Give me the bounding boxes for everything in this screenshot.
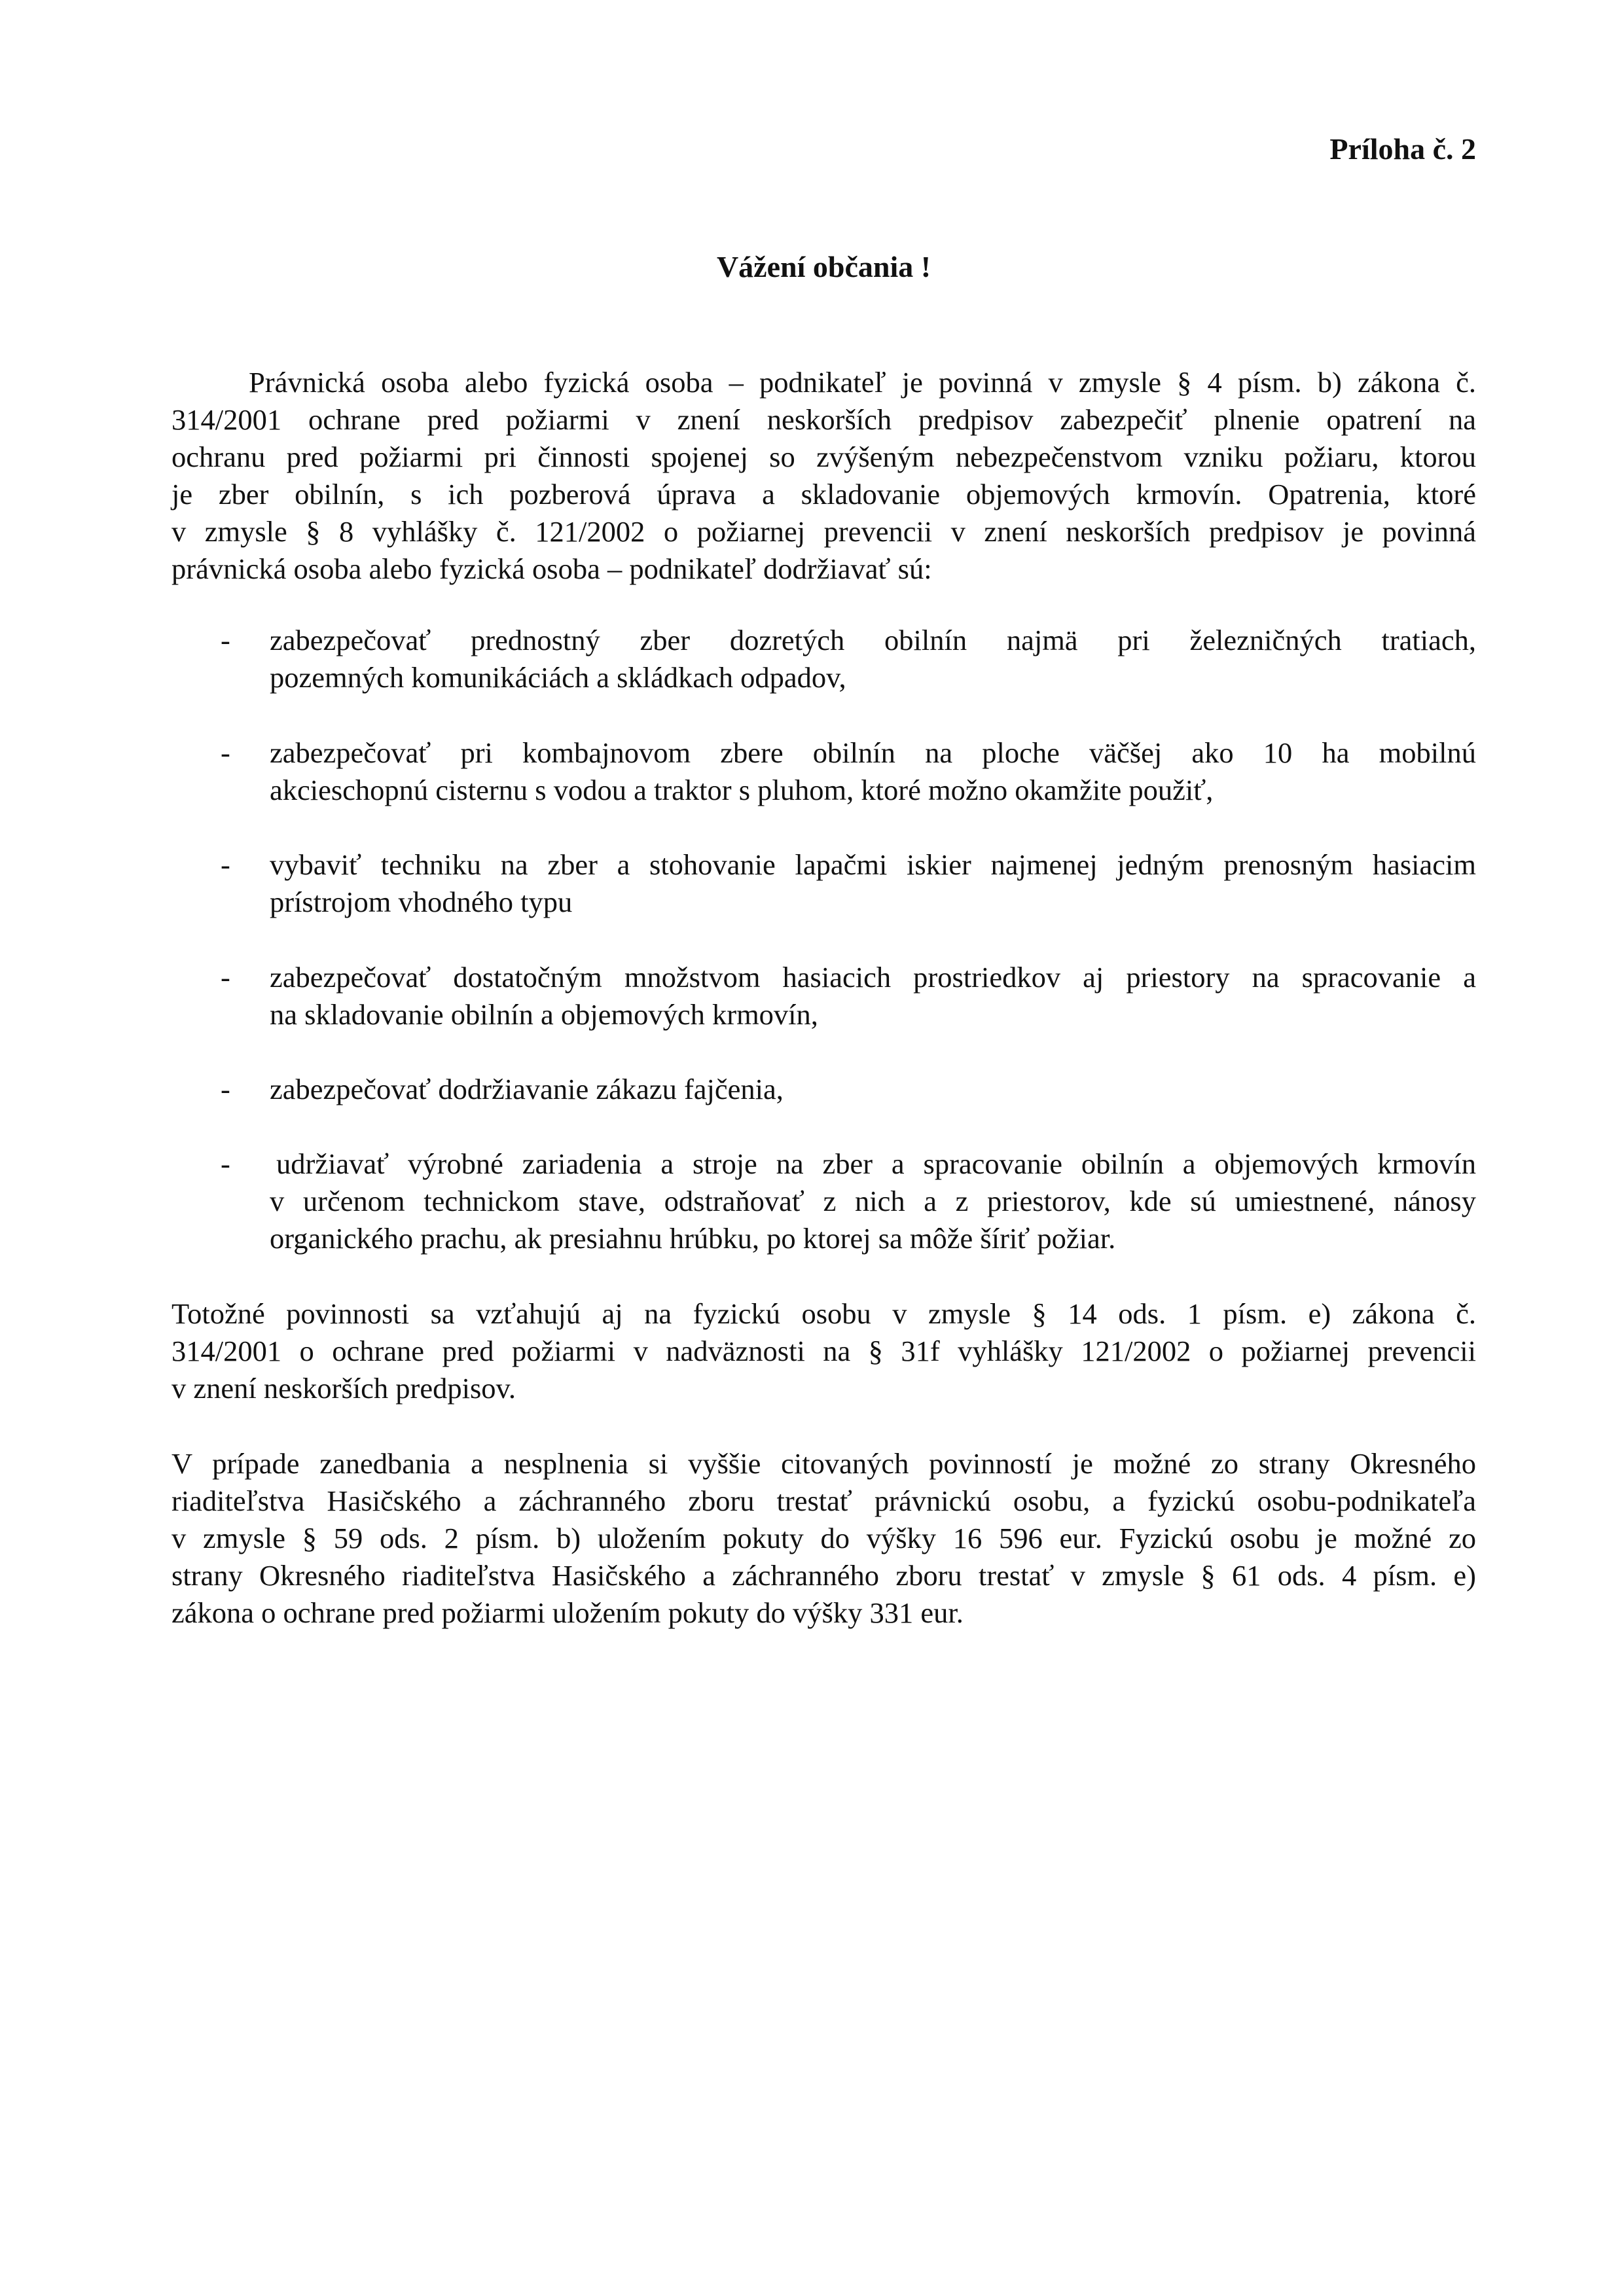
list-item-line: zabezpečovať prednostný zber dozretých obilnín najmä pri železničných tratiach, [270,624,1476,656]
paragraph-line: zákona o ochrane pred požiarmi uložením pokuty do výšky 331 eur. [171,1596,964,1629]
bullet-dash: - [221,961,230,994]
bullet-dash: - [221,848,230,881]
penalties-paragraph [171,1445,1476,1632]
list-item-line: zabezpečovať dostatočným množstvom hasiacich prostriedkov aj priestory na spracovanie a [270,961,1476,994]
annex-label: Príloha č. 2 [1329,132,1476,166]
list-item-line: prístrojom vhodného typu [270,886,573,918]
paragraph-line: v znení neskorších predpisov. [171,1372,516,1405]
intro-paragraph [171,364,1476,588]
document-page [171,0,1476,2296]
salutation-heading: Vážení občania ! [716,250,931,283]
list-item-line: udržiavať výrobné zariadenia a stroje na zber a spracovanie obilnín a objemových krmovín [276,1147,1476,1180]
intro-line: je zber obilnín, s ich pozberová úprava a skladovanie objemových krmovín. Opatrenia, ktoré [171,478,1476,511]
list-item-line: pozemných komunikáciách a skládkach odpadov, [270,661,846,694]
paragraph-line: 314/2001 o ochrane pred požiarmi v nadväznosti na § 31f vyhlášky 121/2002 o požiarnej prevencii [171,1335,1476,1367]
list-item-line: zabezpečovať pri kombajnovom zbere obilnín na ploche väčšej ako 10 ha mobilnú [270,736,1476,769]
intro-line: Právnická osoba alebo fyzická osoba – podnikateľ je povinná v zmysle § 4 písm. b) zákona č. [249,366,1476,399]
list-item-line: v určenom technickom stave, odstraňovať z nich a z priestorov, kde sú umiestnené, nánosy [270,1185,1476,1217]
paragraph-line: v zmysle § 59 ods. 2 písm. b) uložením pokuty do výšky 16 596 eur. Fyzickú osobu je možné zo [171,1522,1476,1554]
paragraph-line: riaditeľstva Hasičského a záchranného zboru trestať právnickú osobu, a fyzickú osobu-podnikateľa [171,1484,1476,1517]
intro-line: 314/2001 ochrane pred požiarmi v znení neskorších predpisov zabezpečiť plnenie opatrení na [171,403,1476,436]
paragraph-line: Totožné povinnosti sa vzťahujú aj na fyzickú osobu v zmysle § 14 ods. 1 písm. e) zákona č. [171,1297,1476,1330]
paragraph-line: V prípade zanedbania a nesplnenia si vyššie citovaných povinností je možné zo strany Okresného [171,1447,1476,1480]
list-item-line: na skladovanie obilnín a objemových krmovín, [270,998,818,1031]
bullet-dash: - [221,1147,230,1180]
list-item-line: vybaviť techniku na zber a stohovanie lapačmi iskier najmenej jedným prenosným hasiacim [270,848,1476,881]
bullet-dash: - [221,1073,230,1105]
individual-obligations-paragraph [171,1295,1476,1407]
intro-line: ochranu pred požiarmi pri činnosti spojenej so zvýšeným nebezpečenstvom vzniku požiaru, ktorou [171,440,1476,473]
bullet-dash: - [221,736,230,769]
list-item-line: organického prachu, ak presiahnu hrúbku, po ktorej sa môže šíriť požiar. [270,1222,1116,1255]
intro-line: právnická osoba alebo fyzická osoba – podnikateľ dodržiavať sú: [171,552,932,585]
intro-line: v zmysle § 8 vyhlášky č. 121/2002 o požiarnej prevencii v znení neskorších predpisov je povinná [171,515,1476,548]
paragraph-line: strany Okresného riaditeľstva Hasičského a záchranného zboru trestať v zmysle § 61 ods. 4 písm. e) [171,1559,1476,1592]
list-item-line: akcieschopnú cisternu s vodou a traktor s pluhom, ktoré možno okamžite použiť, [270,774,1214,806]
bullet-dash: - [221,624,230,656]
list-item-line: zabezpečovať dodržiavanie zákazu fajčenia, [270,1073,784,1105]
